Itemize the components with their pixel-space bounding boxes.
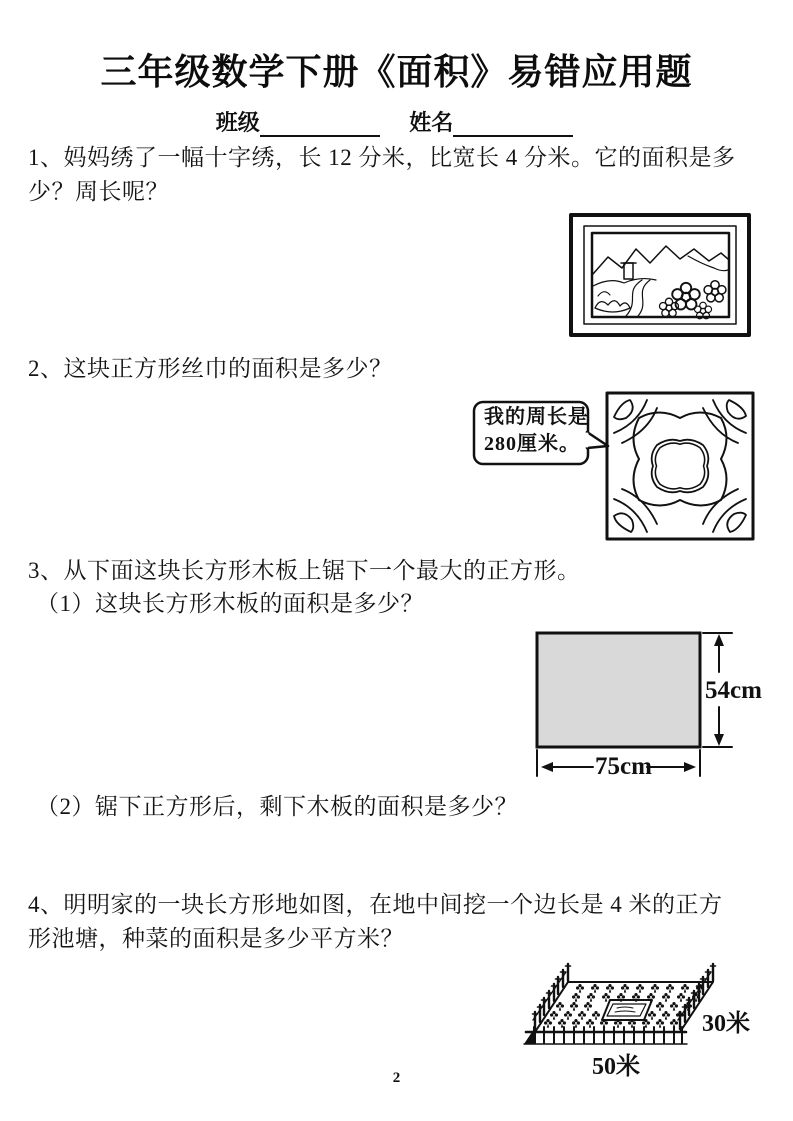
flower-icon	[704, 281, 726, 302]
question-2: 2、这块正方形丝巾的面积是多少？	[28, 356, 393, 381]
bubble-line1: 我的周长是	[484, 406, 589, 428]
board-height-label: 54cm	[705, 677, 762, 704]
field-depth-label: 30米	[702, 1011, 750, 1037]
field-width-label: 50米	[592, 1054, 640, 1080]
student-info-line	[0, 106, 793, 137]
class-label: 班级	[215, 110, 260, 135]
question-4-line2: 形池塘，种菜的面积是多少平方米？	[28, 926, 404, 951]
flower-icon	[672, 283, 700, 310]
name-blank	[453, 113, 573, 137]
cross-stitch-frame-icon	[568, 212, 752, 338]
board-figure	[535, 625, 793, 783]
question-1-line1: 1、妈妈绣了一幅十字绣，长 12 分米，比宽长 4 分米。它的面积是多	[28, 145, 736, 170]
bubble-line2: 280厘米。	[484, 433, 580, 455]
scarf-bubble-text	[484, 404, 589, 458]
question-1-line2: 少？周长呢？	[28, 179, 169, 204]
cross-stitch-figure	[568, 212, 752, 338]
board-width-label: 75cm	[595, 753, 652, 780]
question-4	[28, 888, 768, 956]
scarf-figure	[468, 386, 760, 546]
question-3-sub2: （2）锯下正方形后，剩下木板的面积是多少？	[36, 794, 518, 819]
question-1	[28, 141, 768, 209]
class-blank	[260, 113, 380, 137]
page-number: 2	[392, 1070, 401, 1086]
question-3: 3、从下面这块长方形木板上锯下一个最大的正方形。	[28, 558, 581, 583]
question-4-line1: 4、明明家的一块长方形地如图，在地中间挖一个边长是 4 米的正方	[28, 892, 723, 917]
field-figure	[520, 962, 793, 1082]
field-drawing-icon	[520, 962, 793, 1082]
name-label: 姓名	[409, 110, 454, 135]
page-title: 三年级数学下册《面积》易错应用题	[100, 52, 693, 93]
question-3-sub1: （1）这块长方形木板的面积是多少？	[36, 591, 424, 616]
